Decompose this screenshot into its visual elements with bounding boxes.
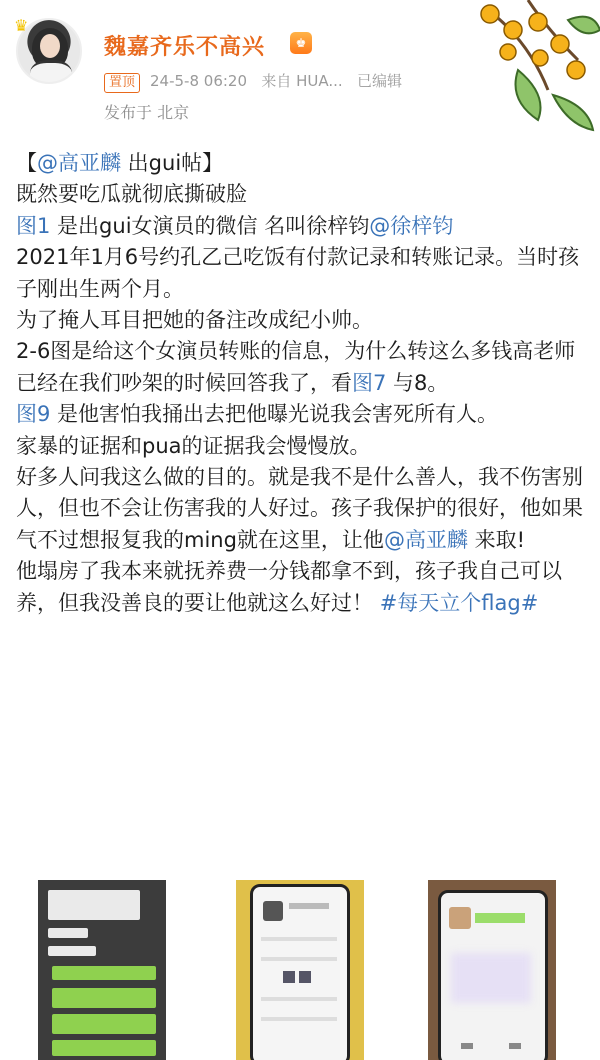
image-link[interactable]: 图7 [352, 370, 387, 395]
post-meta [104, 70, 402, 93]
post-source: 来自 HUA... [261, 72, 343, 90]
crown-icon: ♛ [14, 16, 29, 35]
edited-label[interactable]: 已编辑 [356, 72, 402, 90]
post-line: 他塌房了我本来就抚养费一分钱都拿不到，孩子我自己可以养，但我没善良的要让他就这么好过！ #每天立个flag# [16, 559, 562, 615]
vip-badge-icon: ♚ [290, 32, 312, 54]
image-link[interactable]: 图1 [16, 213, 51, 238]
post-content [16, 148, 588, 619]
image-thumbnail[interactable] [38, 880, 166, 1060]
image-thumbnail[interactable] [236, 880, 364, 1060]
mention-link[interactable]: @高亚麟 [37, 151, 121, 175]
image-grid [0, 880, 600, 1060]
osmanthus-decoration-icon [468, 0, 600, 140]
post-line: 为了掩人耳目把她的备注改成纪小帅。 [16, 308, 373, 333]
post-line: 好多人问我这么做的目的。就是我不是什么善人，我不伤害别人，但也不会让伤害我的人好过。孩子我保护的很好，他如果气不过想报复我的ming就在这里，让他@高亚麟 来取! [16, 465, 583, 552]
post-timestamp: 24-5-8 06:20 [150, 72, 248, 90]
hashtag-link[interactable]: #每天立个flag# [379, 590, 539, 615]
post-line: 2-6图是给这个女演员转账的信息，为什么转这么多钱高老师已经在我们吵架的时候回答我了，看图7 与8。 [16, 339, 576, 395]
post-line: 家暴的证据和pua的证据我会慢慢放。 [16, 433, 371, 458]
post-line: 既然要吃瓜就彻底撕破脸 [16, 182, 247, 207]
post-header [0, 0, 600, 140]
image-thumbnail[interactable] [428, 880, 556, 1060]
pinned-badge: 置顶 [104, 73, 140, 93]
post-line: 2021年1月6号约孔乙己吃饭有付款记录和转账记录。当时孩子刚出生两个月。 [16, 245, 580, 301]
post-line: 图9 是他害怕我捅出去把他曝光说我会害死所有人。 [16, 402, 499, 427]
user-name[interactable]: 魏嘉齐乐不高兴 [104, 35, 266, 60]
post-location: 发布于 北京 [104, 103, 190, 122]
post-line: 图1 是出gui女演员的微信 名叫徐梓钧@徐梓钧 [16, 213, 454, 238]
mention-link[interactable]: @高亚麟 [383, 527, 468, 552]
post-line: 【@高亚麟 出gui帖】 [16, 151, 224, 175]
image-link[interactable]: 图9 [16, 402, 51, 427]
mention-link[interactable]: @徐梓钧 [369, 213, 454, 238]
